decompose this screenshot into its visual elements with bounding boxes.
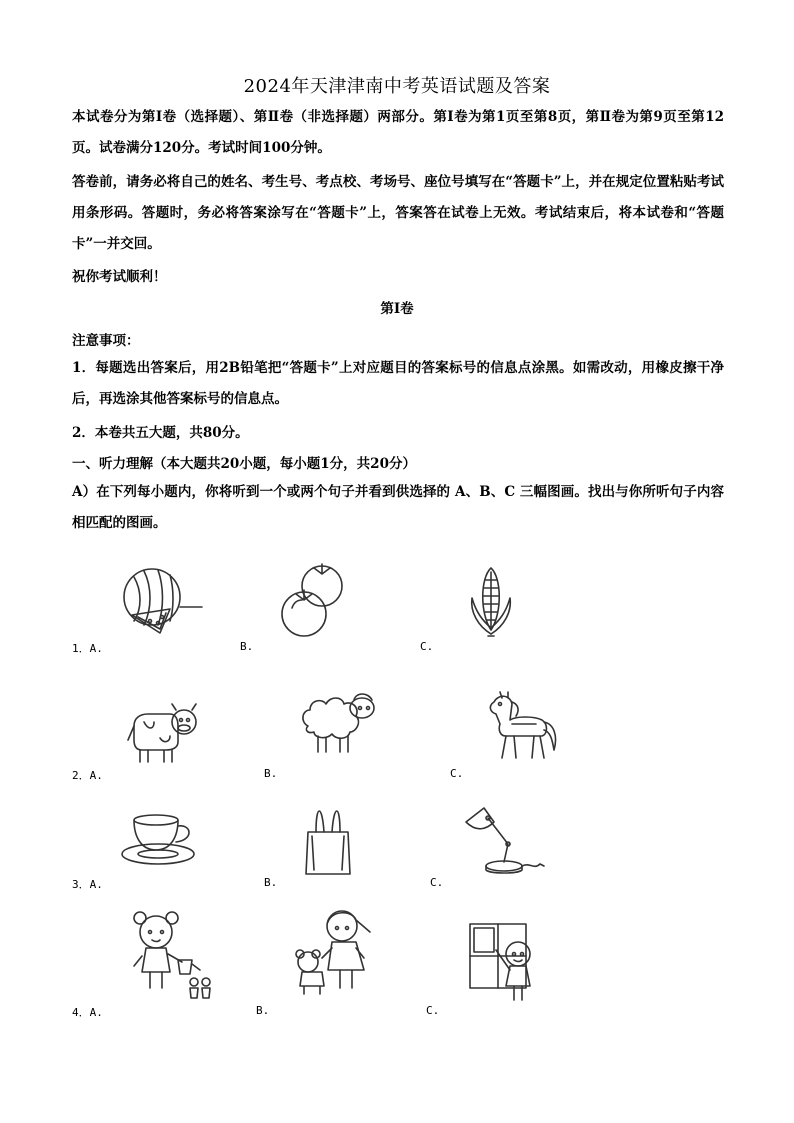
corn-icon [466, 564, 516, 640]
girl-watering-icon [128, 908, 220, 1002]
part-one-title: 第Ⅰ卷 [380, 301, 414, 317]
q2-option-a: 2．A. [72, 769, 103, 782]
good-luck-text: 祝你考试顺利！ [72, 269, 167, 285]
horse-icon [482, 690, 562, 762]
note-2: 2．本卷共五大题，共80分。 [72, 425, 249, 441]
q3-option-a: 3．A. [72, 878, 103, 891]
lamp-icon [460, 804, 546, 876]
cow-icon [126, 700, 198, 766]
note-1: 1．每题选出答案后，用2B铅笔把“答题卡”上对应题目的答案标号的信息点涂黑。如需改动，用橡皮擦干净后，再选涂其他答案标号的信息点。 [72, 360, 724, 407]
girl-cleaning-window-icon [466, 920, 538, 1004]
q4-option-a: 4．A. [72, 1006, 103, 1019]
section-1-heading: 一、听力理解（本大题共20小题，每小题1分，共20分） [72, 456, 416, 472]
intro-paragraph-2: 答卷前，请务必将自己的姓名、考生号、考点校、考场号、座位号填写在“答题卡”上，并在规定位置粘贴考试用条形码。答题时，务必将答案涂写在“答题卡”上，答案答在试卷上无效。考试结束后，将本试卷和“答题卡”一并交回。 [72, 174, 724, 252]
instruction-a: A）在下列每小题内，你将听到一个或两个句子并看到供选择的 A、B、C 三幅图画。找出与你所听句子内容相匹配的图画。 [72, 484, 724, 531]
q2-option-c: C. [450, 767, 464, 780]
q4-option-b: B. [256, 1004, 270, 1017]
bag-icon [302, 802, 354, 876]
sheep-icon [298, 686, 380, 758]
q2-option-b: B. [264, 767, 278, 780]
q1-option-a: 1．A. [72, 642, 103, 655]
q3-option-b: B. [264, 876, 278, 889]
cup-icon [120, 812, 202, 868]
notes-title: 注意事项： [72, 333, 140, 349]
girl-with-dog-icon [292, 908, 388, 998]
tomato-icon [278, 562, 348, 638]
q1-option-c: C. [420, 640, 434, 653]
page-title: 2024年天津津南中考英语试题及答案 [243, 76, 551, 97]
watermelon-icon [120, 565, 206, 635]
q4-option-c: C. [426, 1004, 440, 1017]
q3-option-c: C. [430, 876, 444, 889]
q1-option-b: B. [240, 640, 254, 653]
intro-paragraph-1: 本试卷分为第Ⅰ卷（选择题）、第Ⅱ卷（非选择题）两部分。第Ⅰ卷为第1页至第8页，第Ⅱ卷为第9页至第12页。试卷满分120分。考试时间100分钟。 [72, 109, 724, 156]
